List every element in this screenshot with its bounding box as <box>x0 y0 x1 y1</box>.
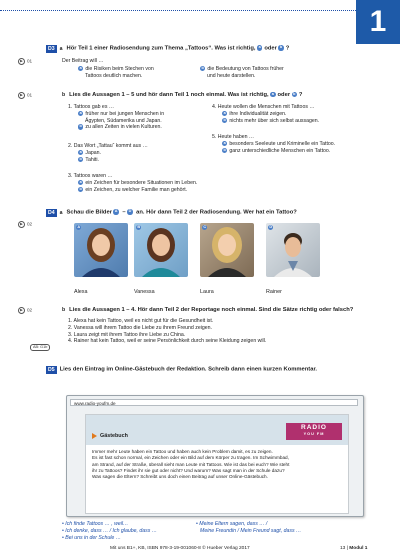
footer-source: Mit uns B1+, KB, ISBN 978-3-19-001060-8 © Hueber Verlag 2017 <box>110 546 250 551</box>
name-vanessa: Vanessa <box>134 289 155 295</box>
option-a-icon: a <box>223 140 226 145</box>
d4-a-heading-row: D4 a Schau die Bilder A – D an. Hör dann Teil 2 der Radiosendung. Wer hat ein Tattoo? <box>48 209 297 216</box>
d3-a-letter: a <box>59 45 63 52</box>
d3-a-or: oder <box>264 45 277 52</box>
statement: 3. Laura zeigt mit ihrem Tattoo ihre Liebe zu China. <box>68 331 186 338</box>
option-b-icon: b <box>223 147 226 152</box>
photo-letter: B <box>137 225 141 229</box>
d3-b-heading-row: b Lies die Aussagen 1 – 5 und hör dann Teil 1 noch einmal. Was ist richtig, a oder b ? <box>62 92 303 99</box>
radio-logo: RADIO YOU FM <box>286 423 342 440</box>
browser-window <box>66 395 364 517</box>
photo-alexa <box>74 223 128 277</box>
phrases-right: • Meine Eltern sagen, dass … / Meine Freundin / Mein Freund sagt, dass … <box>196 521 302 534</box>
audio-cd-icon: ▶ <box>18 92 25 99</box>
d4-b-heading: Lies die Aussagen 1 – 4. Hör dann Teil 2 der Reportage noch einmal. Sind die Sätze richtig oder falsch? <box>69 307 354 313</box>
play-triangle-icon <box>92 433 97 439</box>
d5-heading: Lies den Eintrag im Online-Gästebuch der Redaktion. Schreib dann einen kurzen Kommentar. <box>59 366 318 373</box>
url-bar[interactable]: www.radio-youfm.de <box>70 399 358 406</box>
option-a-icon: a <box>258 45 261 50</box>
footer-page: 13 | Modul 1 <box>340 546 368 551</box>
d4-b-heading-row: b Lies die Aussagen 1 – 4. Hör dann Teil 2 der Reportage noch einmal. Sind die Sätze richtig oder falsch? <box>62 307 354 313</box>
name-laura: Laura <box>200 289 214 295</box>
d3-a-answer-b: b die Bedeutung von Tattoos früher und heute darstellen. <box>201 66 284 79</box>
photo-letter: D <box>269 225 273 229</box>
ab-reference: AB: G1b <box>30 344 50 351</box>
d3-item-3: 3. Tattoos waren … a ein Zeichen für besondere Situationen im Leben. b ein Zeichen, zu welcher Familie man gehört. <box>68 173 198 193</box>
guestbook-text: Immer mehr Leute haben ein Tattoo und haben auch kein Problem damit, es zu zeigen. Es ist fast schon normal, ein Zeichen oder ein Bild auf dem Körper zu tragen. Im Schwimmbad, am Strand, auf der Straße, überall sieht man Leute mit Tattoos. Wie ist das bei euch? Wie steht ihr zu Tattoos? Findet ihr sie gut oder nicht? Und warum? Was sagt man in der Schule dazu? Was sagen die Eltern? Schreibt uns doch einen Beitrag auf unser Online-Gästebuch. <box>92 449 290 480</box>
phrases-left: • Ich finde Tattoos … , weil… • Ich denke, dass … / Ich glaube, dass … • Bei uns in der Schule … <box>62 521 157 541</box>
option-b-icon: b <box>223 117 226 122</box>
statement: 2. Vanessa will ihrem Tattoo die Liebe zu ihrem Freund zeigen. <box>68 324 212 331</box>
photo-vanessa <box>134 223 188 277</box>
d3-badge: D3 <box>48 45 55 52</box>
photo-rainer <box>266 223 320 277</box>
d3-a-answer-a: a die Risiken beim Stechen von Tattoos deutlich machen. <box>79 66 154 79</box>
d3-item-4: 4. Heute wollen die Menschen mit Tattoos … a ihre Individualität zeigen. b nichts mehr über sich selbst aussagen. <box>212 104 320 124</box>
statement: 1. Alexa hat kein Tattoo, weil es nicht gut für die Gesundheit ist. <box>68 318 214 324</box>
d4-b-track[interactable]: ▶ 02 <box>18 307 32 314</box>
audio-cd-icon: ▶ <box>18 307 25 314</box>
d4-a-track[interactable]: ▶ 02 <box>18 221 32 228</box>
d3-a-question: Der Beitrag will … <box>62 58 104 64</box>
option-b-icon: b <box>293 92 296 96</box>
audio-cd-icon: ▶ <box>18 221 25 228</box>
option-b-icon: b <box>79 186 82 191</box>
option-b-icon: b <box>279 45 283 50</box>
photo-laura <box>200 223 254 277</box>
option-b-icon: b <box>79 124 82 129</box>
d3-b-track[interactable]: ▶ 01 <box>18 92 32 99</box>
photo-d-icon: D <box>128 209 132 214</box>
photo-letter: C <box>203 225 207 229</box>
option-a-icon: a <box>79 66 82 70</box>
d3-item-1: 1. Tattoos gab es … a früher nur bei jungen Menschen in Ägypten, Südamerika und Japan. b zu allen Zeiten in vielen Kulturen. <box>68 104 165 131</box>
d3-item-5: 5. Heute haben … a besonders Seeleute und Kriminelle ein Tattoo. b ganz unterschiedliche Menschen ein Tattoo. <box>212 134 336 154</box>
name-rainer: Rainer <box>266 289 282 295</box>
guestbook-panel <box>85 414 349 514</box>
d5-badge: D5 <box>48 366 55 373</box>
d3-a-track[interactable]: ▶ 01 <box>18 58 32 65</box>
top-dotted-rule <box>0 10 356 11</box>
d4-badge: D4 <box>48 209 55 216</box>
d5-heading-row <box>46 366 317 374</box>
photo-letter: A <box>77 225 81 229</box>
photo-a-icon: A <box>114 209 118 214</box>
d3-a-end: ? <box>285 45 290 52</box>
statement: 4. Rainer hat kein Tattoo, weil er seine Persönlichkeit durch seine Kleidung zeigen will. <box>68 338 267 345</box>
d3-b-letter: b <box>62 92 66 99</box>
d4-b-statements <box>68 318 266 345</box>
option-a-icon: a <box>223 110 226 115</box>
d3-a-heading: Hör Teil 1 einer Radiosendung zum Thema „Tattoos“. Was ist richtig, <box>66 45 256 52</box>
option-a-icon: a <box>79 110 82 115</box>
option-b-icon: b <box>79 156 82 161</box>
d3-item-2: 2. Das Wort „Tattau“ kommt aus … a Japan. b Tahiti. <box>68 143 148 163</box>
audio-cd-icon: ▶ <box>18 58 25 65</box>
name-alexa: Alexa <box>74 289 88 295</box>
option-a-icon: a <box>271 92 274 96</box>
d3-b-heading: Lies die Aussagen 1 – 5 und hör dann Teil 1 noch einmal. Was ist richtig, <box>69 92 269 99</box>
guestbook-title: Gästebuch <box>100 433 128 439</box>
module-number: 1 <box>356 0 400 44</box>
option-a-icon: a <box>79 149 82 154</box>
option-a-icon: a <box>79 179 82 184</box>
option-b-icon: b <box>201 66 204 70</box>
d3-a-heading-row <box>46 45 289 53</box>
